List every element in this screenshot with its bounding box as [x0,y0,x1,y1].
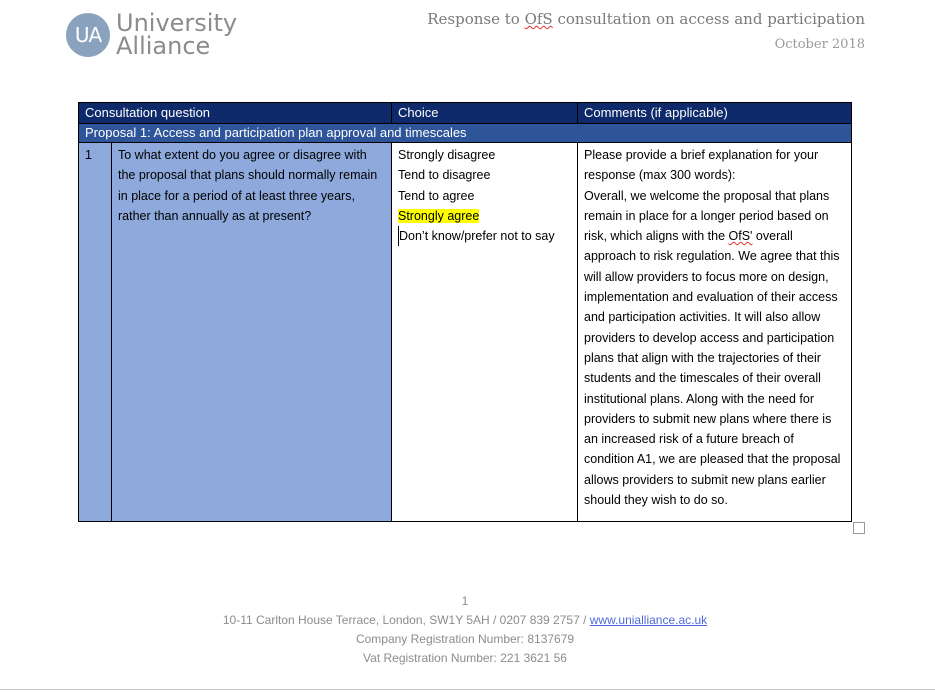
title-before: Response to [427,10,525,28]
page-bottom-edge [0,689,935,690]
logo-badge-icon: UA [66,13,110,57]
choice-tend-to-disagree[interactable]: Tend to disagree [398,168,491,183]
vat-registration: Vat Registration Number: 221 3621 56 [363,651,567,665]
comment-response[interactable] [584,186,845,511]
title-after: consultation on access and participation [552,10,865,28]
website-link[interactable]: www.unialliance.ac.uk [589,613,708,627]
consultation-table-wrapper [78,102,851,522]
university-alliance-logo [66,9,238,60]
comment-text-part-2: overall approach to risk regulation. We agree that this will allow providers to focus more on design, implementation and evaluation of their access and participation activities. It will also allow providers to develop access and participation plans that align with the trajectories of their students and the timescales of their overall institutional plans. Along with the need for providers to submit new plans where there is an increased risk of a future breach of condition A1, we are pleased that the proposal allows providers to submit new plans earlier should they wish to do so. [584,229,841,508]
choice-dont-know[interactable]: Don’t know/prefer not to say [398,226,571,246]
table-header-row [79,103,852,124]
company-registration: Company Registration Number: 8137679 [355,632,575,646]
comment-prompt[interactable]: Please provide a brief explanation for your response (max 300 words): [584,148,819,183]
comment-cell[interactable] [578,143,852,522]
logo-line-1: University [116,9,238,37]
logo-line-2: Alliance [116,32,211,60]
comment-text-part-1: Overall, we welcome the proposal that plans remain in place for a longer period based on risk, which aligns with the [584,188,830,244]
page-number: 1 [461,594,469,608]
table-row [79,143,852,522]
proposal-title[interactable]: Proposal 1: Access and participation plan approval and timescales [79,124,852,143]
consultation-table[interactable] [78,102,852,522]
choice-tend-to-agree[interactable]: Tend to agree [398,188,475,203]
document-date: October 2018 [774,37,865,52]
footer-address [0,613,930,627]
table-resize-handle[interactable] [853,522,865,534]
proposal-row [79,124,852,143]
choice-cell[interactable] [392,143,578,522]
question-text[interactable]: To what extent do you agree or disagree with the proposal that plans should normally remain in place for a period of at least three years, rather than annually as at present? [112,143,392,522]
address-text: 10-11 Carlton House Terrace, London, SW1Y 5AH / 0207 839 2757 / [222,613,590,627]
comment-spellcheck-word[interactable]: OfS' [728,229,753,244]
title-spellcheck-word[interactable]: OfS [524,10,553,28]
question-number[interactable]: 1 [79,143,112,522]
logo-wordmark [116,9,238,60]
document-title [427,10,865,28]
header-comments[interactable]: Comments (if applicable) [578,103,852,124]
choice-strongly-disagree[interactable]: Strongly disagree [398,148,496,162]
header-choice[interactable]: Choice [392,103,578,124]
choice-strongly-agree-selected[interactable]: Strongly agree [398,208,480,223]
header-consultation-question[interactable]: Consultation question [79,103,392,124]
